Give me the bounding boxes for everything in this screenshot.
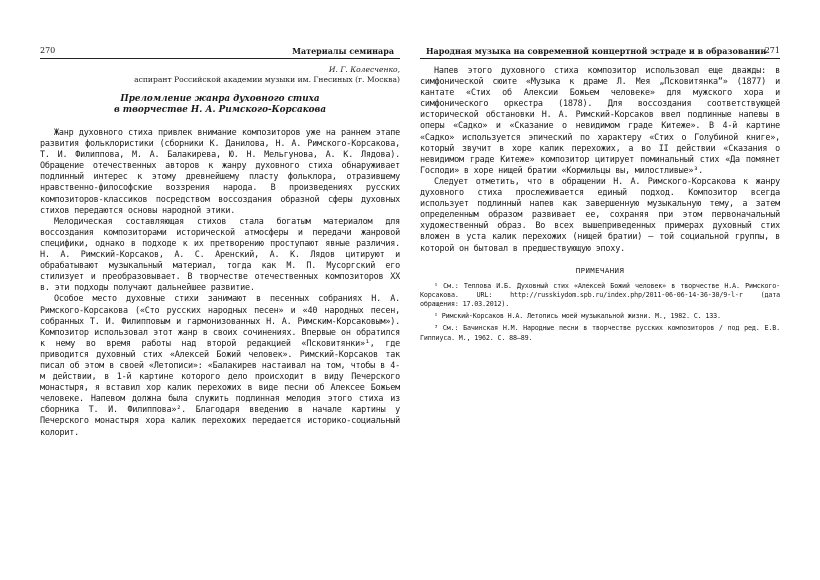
article-body bbox=[40, 127, 400, 438]
paragraph: Мелодическая составляющая стихов стала богатым материалом для воссоздания композиторами исторической атмосферы и передачи жанровой специфики, однако в подходе к их претворению проступают явные различия. Н. А. Римский-Корсаков, А. С. Аренский, А. К. Лядов цитируют и обрабатывают музыкальный материал, тогда как М. П. Мусоргский его стилизует и преобразовывает. В творчестве отечественных композиторов ХХ в. эти подходы получают дальнейшее развитие. bbox=[40, 215, 400, 293]
article-title-line: в творчестве Н. А. Римского-Корсакова bbox=[113, 105, 327, 115]
author-block bbox=[40, 65, 400, 85]
article-body bbox=[420, 65, 780, 254]
paragraph: Особое место духовные стихи занимают в песенных собраниях Н. А. Римского-Корсакова («Сто русских народных песен» и «40 народных песен, собранных Т. И. Филипповым и гармонизованных Н. А. Римским-Корсаковым»). Композитор использовал этот жанр в своих сочинениях. Впервые он обратился к нему во время работы над второй редакцией «Псковитянки»¹, где приводится духовный стих «Алексей Божий человек». Римский-Корсаков так писал об этом в своей «Летописи»: «Балакирев настаивал на том, чтобы в 4-м действии, в 1-й картине которого дело происходит в виду Печерского монастыря, я вставил хор калик перехожих в виде песни об Алексее Божьем человеке. Напевом должна была служить подлинная мелодия этого стиха из сборника Т. И. Филиппова»². Благодаря введению в начале картины у Печерского монастыря хора калик перехожих передается историко-социальный колорит. bbox=[40, 293, 400, 437]
running-title: Народная музыка на современной концертной эстраде и в образовании bbox=[426, 46, 767, 56]
running-header bbox=[420, 44, 780, 58]
paragraph: Следует отметить, что в обращении Н. А. Римского-Корсакова к жанру духовного стиха прослеживается единый подход. Композитор всегда использует подлинный напев как завершенную музыкальную тему, а затем определенным образом развивает ее, сохраняя при этом первоначальный художественный образ. Во всех вышеприведенных примерах духовный стих вложен в уста калик перехожих (нищей братии) — той социальной группы, в которой он бытовал в предшествующую эпоху. bbox=[420, 175, 780, 253]
notes-heading: ПРИМЕЧАНИЯ bbox=[575, 265, 625, 275]
running-header bbox=[40, 44, 400, 58]
footnote: ³ См.: Бачинская Н.М. Народные песни в творчестве русских композиторов / под ред. Е.В. Гиппиуса. М., 1962. С. 88—89. bbox=[420, 324, 780, 342]
author-name: И. Г. Колесченко, bbox=[328, 65, 400, 74]
page-number: 270 bbox=[40, 46, 56, 55]
header-rule bbox=[420, 58, 780, 59]
author-affiliation: аспирант Российской академии музыки им. Гнесиных (г. Москва) bbox=[134, 75, 400, 84]
paragraph: Напев этого духовного стиха композитор использовал еще дважды: в симфонической сюите «Музыка к драме Л. Мея „Псковитянка“» (1877) и кантате «Стих об Алексии Божьем человеке» для мужского хора и симфонического оркестра (1878). Для воссоздания соответствующей исторической обстановки Н. А. Римский-Корсаков ввел подлинные напевы в оперы «Садко» и «Сказание о невидимом граде Китеже». В 4-й картине «Садко» используется эпический по характеру «Стих о Голубиной книге», который звучит в хоре калик перехожих, а во II действии «Сказания о невидимом граде Китеже» композитор цитирует поминальный стих «Да помянет Господи» в хоре нищей братии «Кормильцы вы, милостливые»³. bbox=[420, 65, 780, 175]
notes-list bbox=[420, 282, 780, 343]
left-page bbox=[40, 44, 400, 438]
header-rule bbox=[40, 58, 400, 59]
footnote: ¹ См.: Теплова И.Б. Духовный стих «Алексей Божий человек» в творчестве Н.А. Римского-Корсакова. URL: http://russkiydom.spb.ru/index.php/2011-06-06-14-36-30/9-l-r (дата обращения: 17.03.2012). bbox=[420, 281, 780, 308]
right-page bbox=[420, 44, 780, 346]
page-number: 271 bbox=[764, 46, 780, 55]
article-title-line: Преломление жанра духовного стиха bbox=[120, 94, 320, 104]
article-title bbox=[40, 94, 400, 116]
running-title: Материалы семинара bbox=[292, 46, 394, 56]
footnote: ² Римский-Корсаков Н.А. Летопись моей музыкальной жизни. М., 1982. С. 133. bbox=[434, 312, 721, 321]
paragraph: Жанр духовного стиха привлек внимание композиторов уже на раннем этапе развития фольклористики (сборники К. Данилова, Н. А. Римского-Корсакова, Т. И. Филиппова, М. А. Балакирева, Ю. Н. Мельгунова, А. К. Лядова). Обращение отечественных авторов к жанру духовного стиха обнаруживает подлинный интерес к этому древнейшему пласту фольклора, отразившему нравственно-философские воззрения народа. В произведениях русских композиторов-классиков посредством воссоздания образной сферы духовных стихов передаются основы народной этики. bbox=[40, 127, 400, 215]
